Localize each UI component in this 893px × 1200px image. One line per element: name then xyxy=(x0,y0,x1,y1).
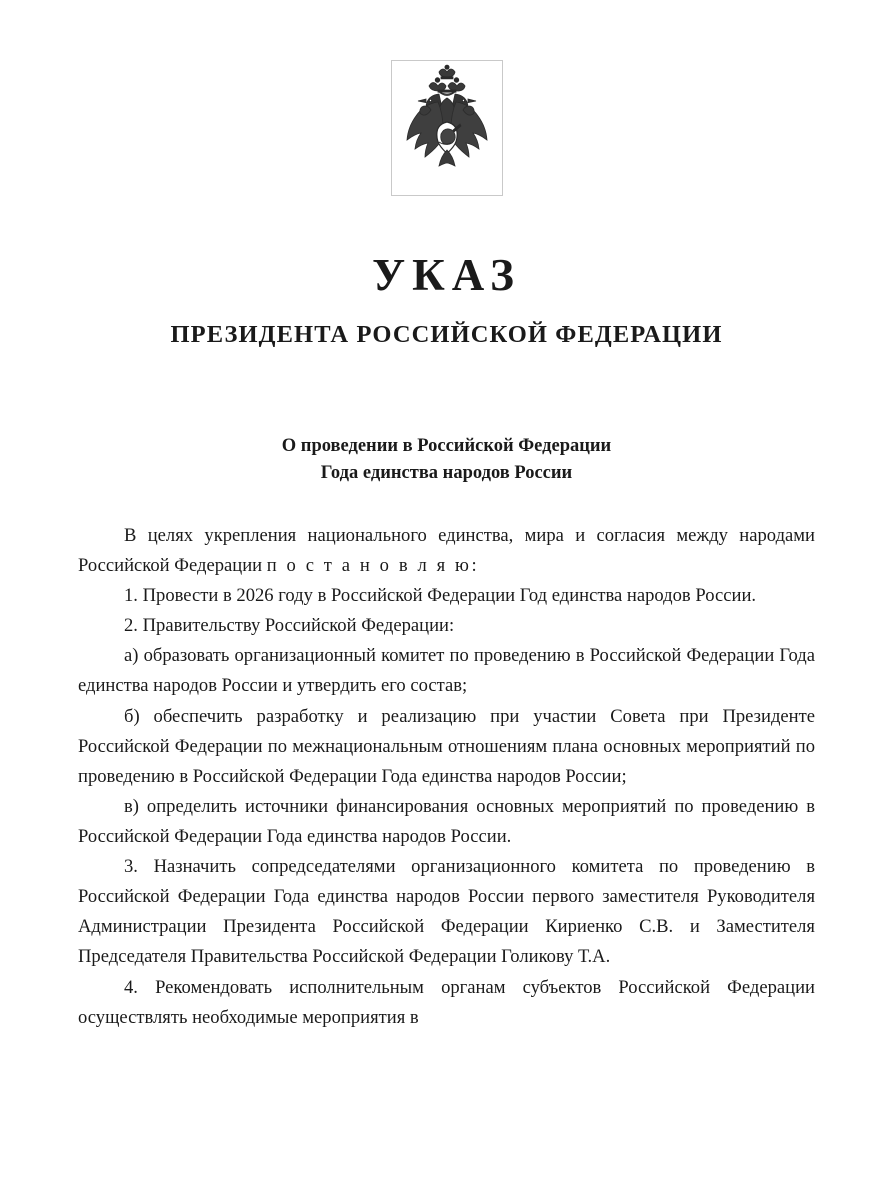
paragraph-text: 3. Назначить сопредседателями организационного комитета по проведению в Российской Федерации Года единства народов России первого заместителя Руководителя Администрации Президента Российской Федерации Кириенко С.В. и Заместителя Председателя Правительства Российской Федерации Голикову Т.А. xyxy=(78,856,815,968)
paragraph-item-1 xyxy=(78,581,815,611)
paragraph-item-2b xyxy=(78,702,815,792)
paragraph-item-4 xyxy=(78,973,815,1033)
paragraph-item-3 xyxy=(78,852,815,972)
heading-line-2: Года единства народов России xyxy=(320,463,573,484)
paragraph-text: : xyxy=(471,554,477,576)
paragraph-item-2a xyxy=(78,641,815,701)
paragraph-text: а) образовать организационный комитет по проведению в Российской Федерации Года единства народов России и утвердить его состав; xyxy=(78,645,815,697)
coat-of-arms-icon xyxy=(391,60,503,196)
paragraph-text: п о с т а н о в л я ю xyxy=(266,554,472,576)
paragraph-text: 1. Провести в 2026 году в Российской Федерации Год единства народов России. xyxy=(124,585,757,607)
paragraph-text: В целях укрепления национального единства, мира и согласия между народами Российской Федерации xyxy=(78,524,815,576)
document-heading xyxy=(78,433,815,487)
paragraph-text: 2. Правительству Российской Федерации: xyxy=(124,615,455,637)
heading-line-1: О проведении в Российской Федерации xyxy=(281,436,612,457)
paragraph-text: 4. Рекомендовать исполнительным органам субъектов Российской Федерации осуществлять необходимые мероприятия в xyxy=(78,976,815,1028)
paragraph-text: в) определить источники финансирования основных мероприятий по проведению в Российской Федерации Года единства народов России. xyxy=(78,795,815,847)
paragraph-preamble xyxy=(78,521,815,581)
paragraph-item-2v xyxy=(78,792,815,852)
paragraph-text: б) обеспечить разработку и реализацию при участии Совета при Президенте Российской Федерации по межнациональным отношениям плана основных мероприятий по проведению в Российской Федерации Года единства народов России; xyxy=(78,705,815,787)
paragraph-item-2 xyxy=(78,611,815,641)
emblem-container xyxy=(78,60,815,196)
document-body xyxy=(78,521,815,1033)
document-title: УКАЗ xyxy=(372,250,521,300)
document-subtitle: ПРЕЗИДЕНТА РОССИЙСКОЙ ФЕДЕРАЦИИ xyxy=(170,321,723,349)
